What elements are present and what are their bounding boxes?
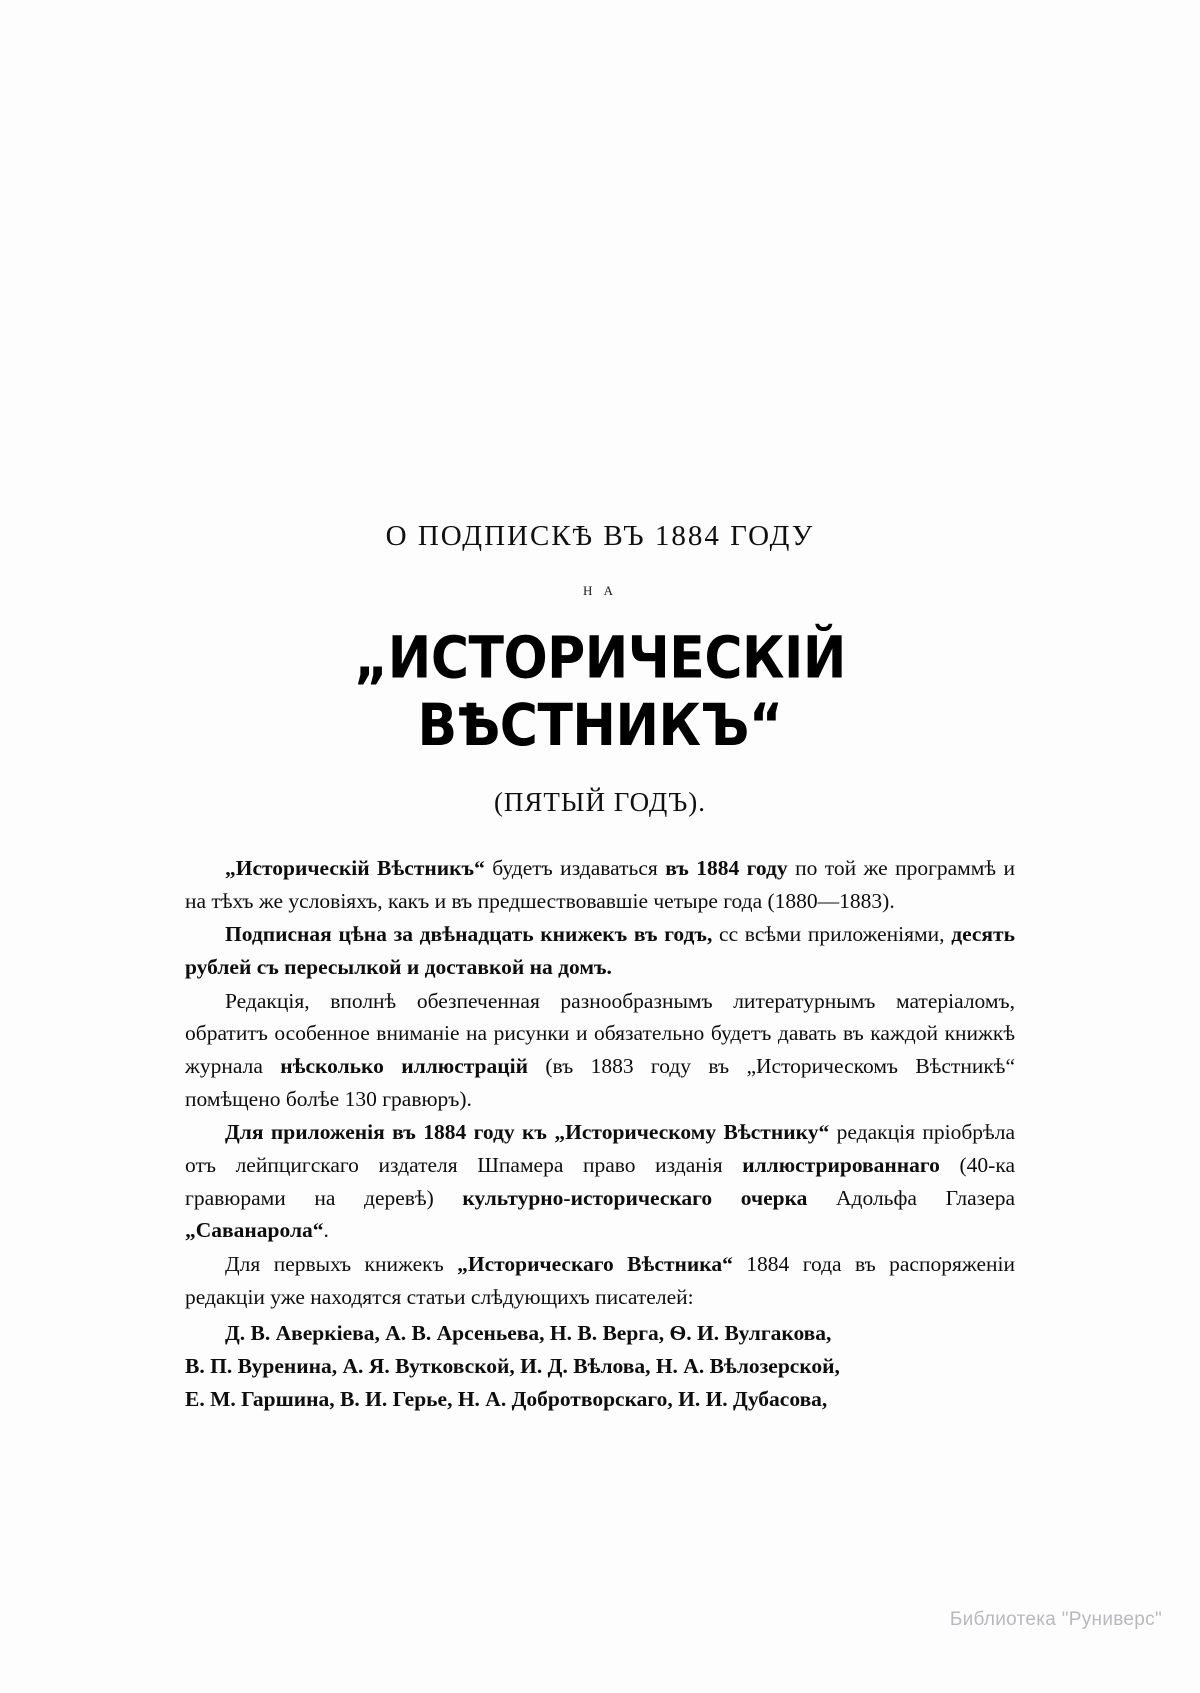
na-label: Н А [582, 583, 618, 598]
journal-subtitle: (ПЯТЫЙ ГОДЪ). [493, 787, 707, 817]
body-text [185, 852, 1015, 1313]
p4-s1: Для приложенія въ 1884 году къ „Историческому Вѣстнику“ [225, 1120, 830, 1145]
p3-s1: Редакція, вполнѣ обезпеченная разнообразнымъ литературнымъ матеріаломъ, обратитъ особенное вниманіе на рисунки и обязательно будетъ давать въ каждой книжкѣ журнала [185, 988, 1015, 1079]
author-line: Е. М. Гаршина, В. И. Герье, Н. А. Добротворскаго, И. И. Дубасова, [185, 1386, 828, 1411]
p5-s1: Для первыхъ книжекъ [225, 1252, 458, 1277]
p1-s2: будетъ издаваться [484, 856, 666, 880]
author-line: В. П. Вуренина, А. Я. Вутковской, И. Д. Вѣлова, Н. А. Вѣлозерской, [185, 1354, 840, 1379]
paragraph-5 [185, 1248, 1015, 1313]
p4-s7: „Саванарола“ [185, 1218, 324, 1243]
page-headline: О ПОДПИСКѢ ВЪ 1884 ГОДУ [385, 520, 815, 552]
p4-s5: культурно-историческаго очерка [462, 1185, 808, 1210]
page-content [185, 0, 1015, 1415]
library-watermark: Библиотека "Руниверс" [949, 1609, 1162, 1630]
p4-s6: Адольфа Глазера [807, 1185, 1015, 1210]
p2-s3: десять рублей съ пересылкой и доставкой на домъ. [185, 922, 1015, 980]
p1-s4: по той же программѣ и на тѣхъ же условіяхъ, какъ и въ предшествовавшіе четыре года (1880—1883). [185, 856, 1015, 913]
p1-s1: „Историческій Вѣстникъ“ [225, 856, 485, 880]
p5-s2: „Историческаго Вѣстника“ [457, 1252, 733, 1277]
p4-s4: (40-ка гравюрами на деревѣ) [185, 1153, 1016, 1210]
paragraph-3 [185, 985, 1015, 1116]
p4-s2: редакція пріобрѣла отъ лейпцигскаго издателя Шпамера право изданія [185, 1120, 1016, 1178]
p3-s3: (въ 1883 году въ „Историческомъ Вѣстникѣ“ помѣщено болѣе 130 гравюръ). [185, 1054, 1016, 1111]
paragraph-2 [185, 918, 1015, 983]
author-line: Д. В. Аверкіева, А. В. Арсеньева, Н. В. Верга, Ѳ. И. Вулгакова, [225, 1321, 832, 1346]
p2-s1: Подписная цѣна за двѣнадцать книжекъ въ годъ, [225, 922, 713, 947]
paragraph-1 [185, 852, 1015, 917]
p2-s2: сс всѣми приложеніями, [712, 922, 952, 947]
p3-s2: нѣсколько иллюстрацій [280, 1054, 529, 1079]
journal-title: „ИСТОРИЧЕСКІЙ ВѢСТНИКЪ“ [354, 625, 846, 760]
p1-s3: въ 1884 году [665, 856, 788, 880]
author-list [185, 1317, 1015, 1415]
p5-s3: 1884 года въ распоряженіи редакціи уже находятся статьи слѣдующихъ писателей: [185, 1252, 1015, 1309]
p4-s8: . [323, 1218, 329, 1243]
paragraph-4 [185, 1116, 1015, 1247]
p4-s3: иллюстрированнаго [742, 1153, 940, 1178]
